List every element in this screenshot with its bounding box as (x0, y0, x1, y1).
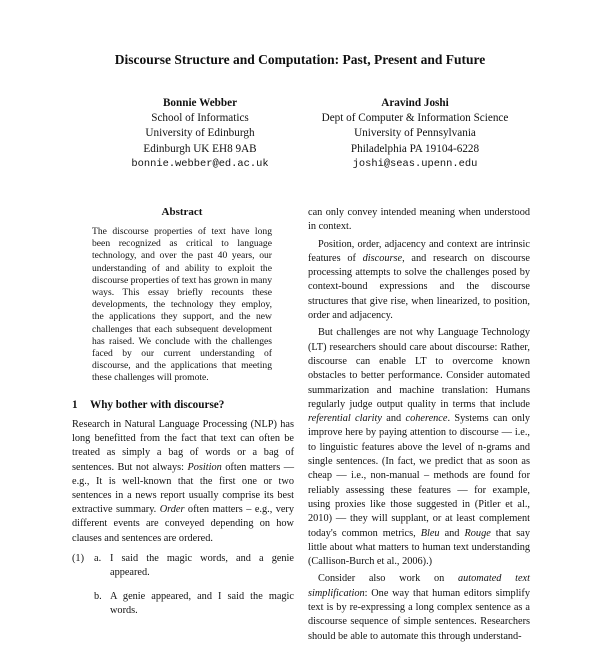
example-letter: b. (94, 591, 102, 603)
paragraph: Consider also work on automated text simplification: One way that human editors simplify text is by re-expressing a long complex sentence as a discourse sequence of simple sentences. Researchers should be able to automate this through understand- (308, 573, 530, 642)
author-address: Edinburgh UK EH8 9AB (143, 142, 257, 155)
abstract-heading: Abstract (161, 206, 203, 218)
section-number: 1 (72, 399, 78, 411)
section-title: Why bother with discourse? (90, 399, 225, 411)
author-affiliation: School of Informatics (151, 112, 249, 125)
paragraph: Research in Natural Language Processing (NLP) has long benefitted from the fact that text can often be treated as simply a bag of words or a bag of sentences. But not always: Position often matters — e.g., It is well-known that the first one or two sentences in a news report usually comprise its best extractive summary. Order often matters – e.g., very different events are conveyed depending on how clauses and sentences are ordered. (72, 419, 294, 544)
author-university: University of Edinburgh (145, 127, 255, 140)
author-university: University of Pennsylvania (354, 127, 476, 140)
left-column-body (72, 418, 294, 629)
example-number: (1) (72, 552, 85, 564)
example-item-b (72, 590, 294, 618)
example-text: I said the magic words, and a genie appeared. (110, 552, 294, 579)
example-1 (72, 552, 294, 619)
author-block-joshi (300, 96, 530, 172)
author-address: Philadelphia PA 19104-6228 (350, 142, 480, 155)
example-letter: a. (94, 552, 102, 564)
section-heading (72, 399, 292, 411)
author-name: Bonnie Webber (162, 97, 238, 109)
author-affiliation: Dept of Computer & Information Science (321, 112, 509, 125)
example-text: A genie appeared, and I said the magic words. (110, 591, 294, 617)
author-email: joshi@seas.upenn.edu (352, 157, 478, 170)
right-column-body (308, 206, 530, 647)
paragraph: can only convey intended meaning when understood in context. (308, 207, 530, 233)
paragraph: Position, order, adjacency and context are intrinsic features of discourse, and research on discourse processing attempts to solve the challenges posed by context-bound expressions and the discourse structures that give rise, when linearized, to position, order and adjacency. (308, 238, 530, 322)
author-email: bonnie.webber@ed.ac.uk (131, 157, 269, 170)
author-block-webber (100, 96, 300, 172)
abstract-text: The discourse properties of text have long been recognized as critical to language technology, and over the past 40 years, our understanding of and ability to exploit the discourse properties of text has grown in many ways. This essay briefly recounts these developments, the technology they employ, the applications they support, and the new challenges that each subsequent development has raised. We conclude with the challenges faced by our current understanding of discourse, and the applications that meeting these challenges will promote. (92, 226, 272, 384)
paper-title: Discourse Structure and Computation: Past, Present and Future (114, 52, 486, 67)
paragraph: But challenges are not why Language Technology (LT) researchers should care about discourse: Rather, discourse can enable LT to overcome known obstacles to better performance. Consider automated summarization and machine translation: Humans regularly judge output quality in terms that include referential clarity and coherence. Systems can only improve here by paying attention to discourse — i.e., to linguistic features above the level of n-grams and single sentences. (In fact, we predict that as soon as cheap — i.e., non-manual – methods are found for reliably assessing these features — for example, using proxies like those suggested in (Pitler et al., 2010) — they will supplant, or at least complement today's common metrics, Bleu and Rouge that say little about what matters to human text understanding (Callison-Burch et al., 2006).) (308, 327, 530, 568)
example-item-a (72, 552, 294, 580)
author-name: Aravind Joshi (381, 97, 449, 109)
